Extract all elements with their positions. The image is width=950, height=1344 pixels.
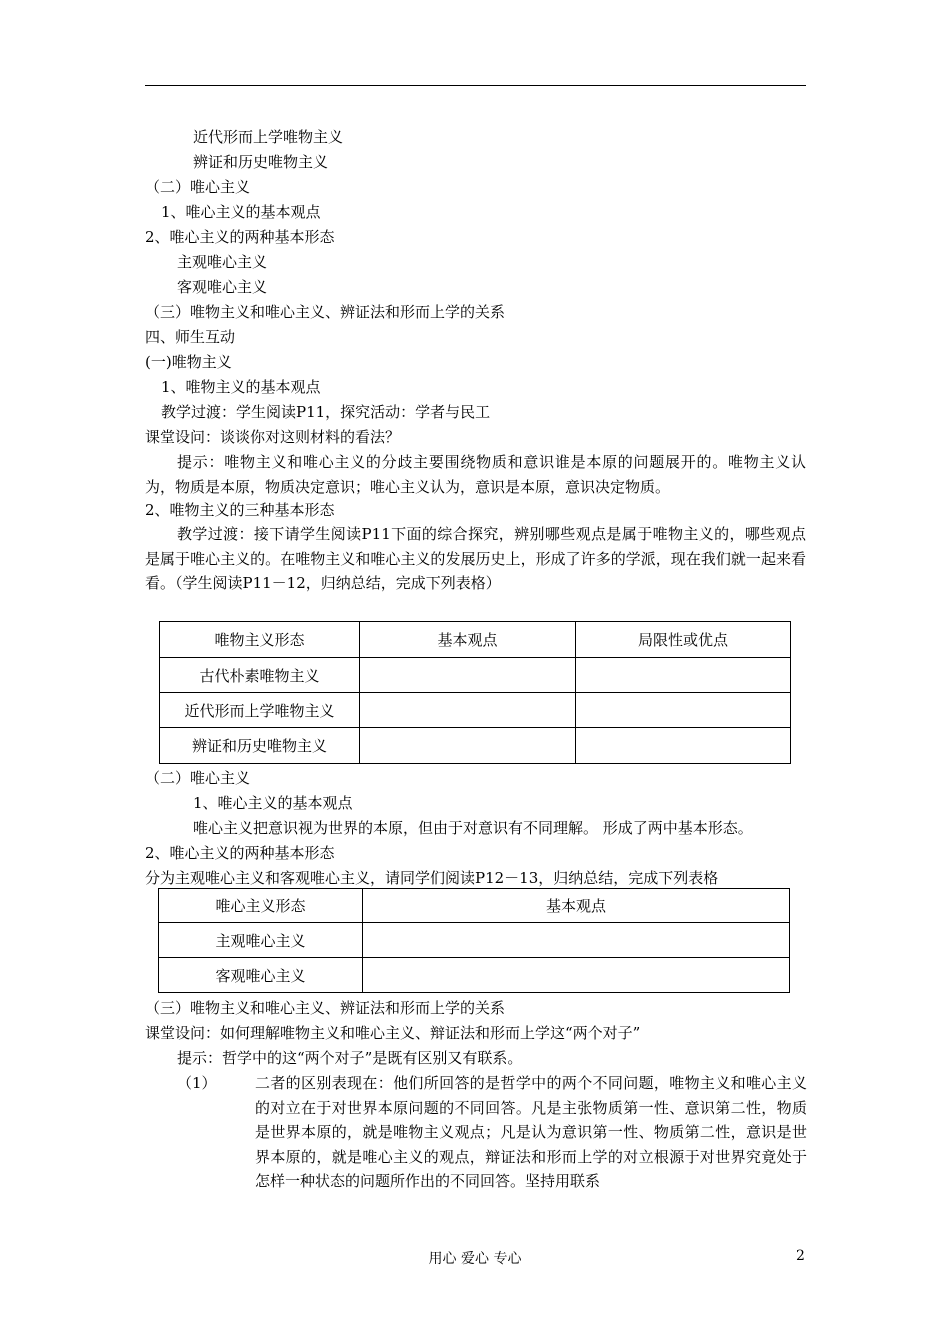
table-cell: 古代朴素唯物主义	[160, 658, 360, 693]
paragraph: 提示：唯物主义和唯心主义的分歧主要围绕物质和意识谁是本原的问题展开的。唯物主义认为，物质是本原，物质决定意识；唯心主义认为，意识是本原，意识决定物质。	[145, 453, 806, 496]
text-line: 课堂设问：谈谈你对这则材料的看法？	[145, 428, 401, 446]
materialism-table	[159, 621, 791, 764]
text-line: 2、唯物主义的三种基本形态	[145, 501, 335, 519]
table-cell: 客观唯心主义	[159, 958, 363, 993]
table-cell	[363, 958, 790, 993]
table-header: 基本观点	[360, 622, 576, 658]
table-cell	[363, 923, 790, 958]
text-line: 辨证和历史唯物主义	[193, 153, 329, 171]
table-cell: 主观唯心主义	[159, 923, 363, 958]
text-line: 1、唯物主义的基本观点	[161, 378, 321, 396]
table-header: 局限性或优点	[576, 622, 791, 658]
table-cell: 辨证和历史唯物主义	[160, 728, 360, 764]
section-heading: （二）唯心主义	[145, 178, 251, 196]
text-line: 1、唯心主义的基本观点	[161, 203, 321, 221]
table-header: 唯心主义形态	[159, 889, 363, 923]
paragraph: 教学过渡：接下请学生阅读P11下面的综合探究，辨别哪些观点是属于唯物主义的，哪些观点是属于唯心主义的。在唯物主义和唯心主义的发展历史上，形成了许多的学派，现在我们就一起来看看。（学生阅读P11－12，归纳总结，完成下列表格）	[145, 525, 806, 592]
paragraph: 二者的区别表现在：他们所回答的是哲学中的两个不同问题，唯物主义和唯心主义的对立在于对世界本原问题的不同回答。凡是主张物质第一性、意识第二性，物质是世界本原的，就是唯物主义观点；凡是认为意识第一性、物质第二性，意识是世界本原的，就是唯心主义的观点，辩证法和形而上学的对立根源于对世界究竟处于怎样一种状态的问题所作出的不同回答。坚持用联系	[255, 1074, 807, 1190]
section-heading: （二）唯心主义	[145, 769, 251, 787]
table-header: 唯物主义形态	[160, 622, 360, 658]
table-header: 基本观点	[363, 889, 790, 923]
section-heading: (一)唯物主义	[145, 353, 232, 371]
table-cell	[360, 693, 576, 728]
page-number: 2	[796, 1248, 805, 1264]
footer-text: 用心 爱心 专心	[428, 1251, 522, 1267]
text-line: 近代形而上学唯物主义	[193, 128, 344, 146]
table-cell	[360, 658, 576, 693]
text-line: 教学过渡：学生阅读P11，探究活动：学者与民工	[161, 403, 491, 421]
header-rule	[145, 85, 806, 86]
text-line: 分为主观唯心主义和客观唯心主义，请同学们阅读P12－13，归纳总结，完成下列表格	[145, 869, 719, 887]
text-line: 客观唯心主义	[177, 278, 268, 296]
text-line: 主观唯心主义	[177, 253, 268, 271]
text-line: 提示：哲学中的这“两个对子”是既有区别又有联系。	[177, 1049, 523, 1067]
table-cell	[360, 728, 576, 764]
idealism-table	[158, 888, 790, 993]
table-cell	[576, 658, 791, 693]
text-line: 2、唯心主义的两种基本形态	[145, 228, 335, 246]
text-line: 唯心主义把意识视为世界的本原，但由于对意识有不同理解。 形成了两中基本形态。	[193, 819, 753, 837]
section-heading: 四、师生互动	[145, 328, 236, 346]
section-heading: （三）唯物主义和唯心主义、辨证法和形而上学的关系	[145, 303, 506, 321]
list-number: （1）	[177, 1074, 217, 1092]
text-line: 2、唯心主义的两种基本形态	[145, 844, 335, 862]
section-heading: （三）唯物主义和唯心主义、辨证法和形而上学的关系	[145, 999, 506, 1017]
table-cell: 近代形而上学唯物主义	[160, 693, 360, 728]
text-line: 课堂设问：如何理解唯物主义和唯心主义、辩证法和形而上学这“两个对子”	[145, 1024, 641, 1042]
text-line: 1、唯心主义的基本观点	[193, 794, 353, 812]
table-cell	[576, 728, 791, 764]
table-cell	[576, 693, 791, 728]
